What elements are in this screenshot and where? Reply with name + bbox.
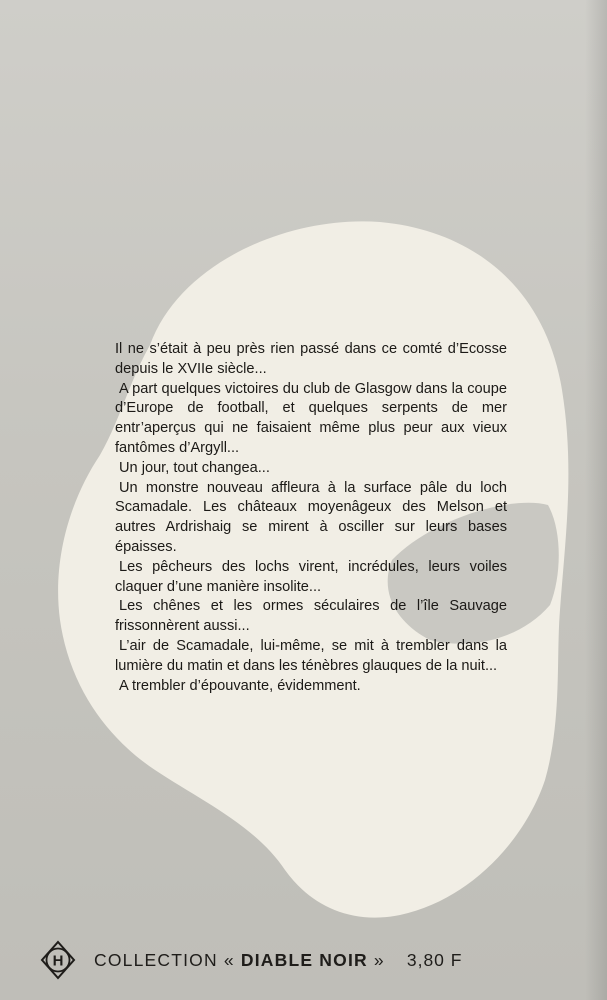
blurb-paragraph: Il ne s’était à peu près rien passé dans ce comté d’Ecosse depuis le XVIIe siècle...	[115, 341, 507, 377]
collection-suffix: »	[373, 949, 385, 970]
blurb-paragraph: A part quelques victoires du club de Glasgow dans la coupe d’Europe de football, et quelques serpents de mer entr’aperçus qui ne faisaient même plus peur aux vieux fantômes d’Argyll...	[115, 380, 507, 456]
collection-footer	[38, 938, 558, 982]
blurb-paragraph: Un jour, tout changea...	[119, 459, 270, 476]
blurb-paragraph: L’air de Scamadale, lui-même, se mit à trembler dans la lumière du matin et dans les ténèbres glauques de la nuit...	[115, 637, 507, 674]
logo-letter: H	[52, 952, 64, 970]
blurb-paragraph: A trembler d’épouvante, évidemment.	[119, 677, 361, 694]
collection-name: DIABLE NOIR	[240, 949, 368, 970]
collection-prefix: COLLECTION «	[94, 949, 235, 970]
price-label: 3,80 F	[406, 949, 463, 970]
blurb-paragraph: Un monstre nouveau affleura à la surface pâle du loch Scamadale. Les châteaux moyenâgeux des Melson et autres Ardrishaig se mirent à osciller sur leurs bases épaisses.	[115, 479, 507, 555]
blurb-text	[115, 340, 507, 696]
publisher-logo-icon	[38, 940, 78, 980]
collection-label	[94, 950, 385, 971]
blurb-paragraph: Les chênes et les ormes séculaires de l’île Sauvage frissonnèrent aussi...	[115, 598, 507, 635]
spine-edge-shadow	[585, 0, 607, 1000]
blurb-paragraph: Les pêcheurs des lochs virent, incrédules, leurs voiles claquer d’une manière insolite...	[115, 558, 507, 595]
